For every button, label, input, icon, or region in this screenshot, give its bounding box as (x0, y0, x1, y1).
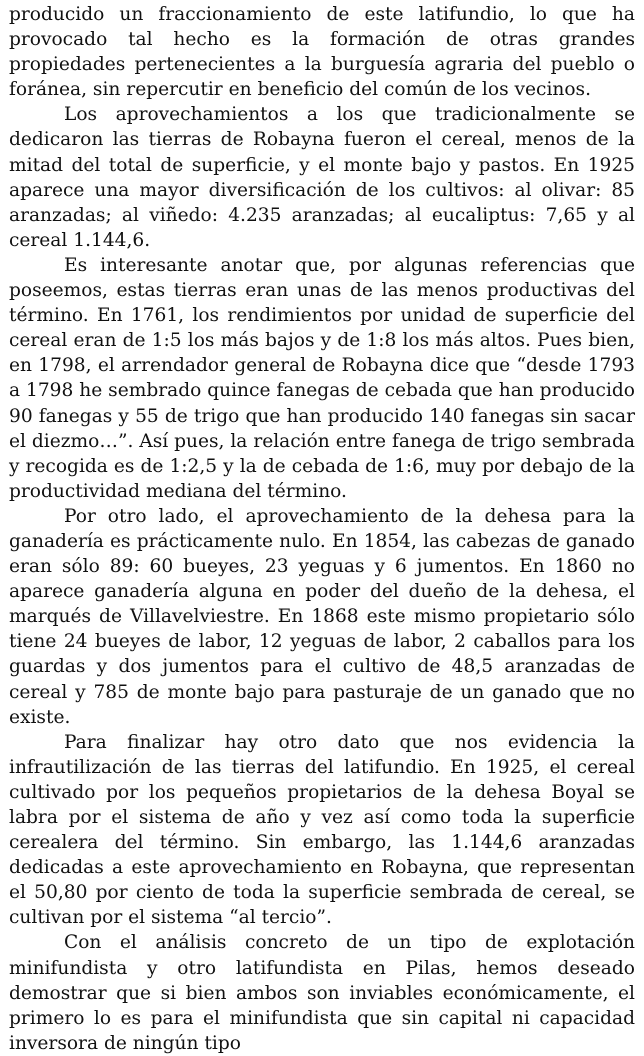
paragraph-conclusion: Con el análisis concreto de un tipo de explotación minifundista y otro latifundista en Pilas, hemos deseado demostrar que si bien ambos son inviables económicamente, el primero lo es para el minifundista que sin capital ni capacidad inversora de ningún tipo (9, 932, 635, 1054)
paragraph-ganaderia: Por otro lado, el aprovechamiento de la dehesa para la ganadería es prácticamente nulo. En 1854, las cabezas de ganado eran sólo 89: 60 bueyes, 23 yeguas y 6 jumentos. En 1860 no aparece ganadería alguna en poder del dueño de la dehesa, el marqués de Villavelviestre. En 1868 este mismo propietario sólo tiene 24 bueyes de labor, 12 yeguas de labor, 2 caballos para los guardas y dos jumentos para el cultivo de 48,5 aranzadas de cereal y 785 de monte bajo para pasturaje de un ganado que no existe. (9, 505, 635, 728)
paragraph-aprovechamientos: Los aprovechamientos a los que tradicionalmente se dedicaron las tierras de Robayna fueron el cereal, menos de la mitad del total de superficie, y el monte bajo y pastos. En 1925 aparece una mayor diversificación de los cultivos: al olivar: 85 aranzadas; al viñedo: 4.235 aranzadas; al eucaliptus: 7,65 y al cereal 1.144,6. (9, 104, 635, 251)
paragraph-productividad: Es interesante anotar que, por algunas referencias que poseemos, estas tierras eran unas de las menos productivas del término. En 1761, los rendimientos por unidad de superficie del cereal eran de 1:5 los más bajos y de 1:8 los más altos. Pues bien, en 1798, el arrendador general de Robayna dice que “desde 1793 a 1798 he sembrado quince fanegas de cebada que han producido 90 fanegas y 55 de trigo que han producido 140 fanegas sin sacar el diezmo…”. Así pues, la relación entre fanega de trigo sembrada y recogida es de 1:2,5 y la de cebada de 1:6, muy por debajo de la productividad mediana del término. (9, 254, 635, 502)
paragraph-infrautilizacion: Para finalizar hay otro dato que nos evidencia la infrautilización de las tierras del latifundio. En 1925, el cereal cultivado por los pequeños propietarios de la dehesa Boyal se labra por el sistema de año y vez así como toda la superficie cerealera del término. Sin embargo, las 1.144,6 aranzadas dedicadas a este aprovechamiento en Robayna, que representan el 50,80 por ciento de toda la superficie sembrada de cereal, se cultivan por el sistema “al tercio”. (9, 731, 635, 929)
document-page (9, 2, 635, 1056)
paragraph-latifundio-fraccionamiento: producido un fraccionamiento de este latifundio, lo que ha provocado tal hecho es la formación de otras grandes propiedades pertenecientes a la burguesía agraria del pueblo o foránea, sin repercutir en beneficio del común de los vecinos. (9, 4, 635, 101)
